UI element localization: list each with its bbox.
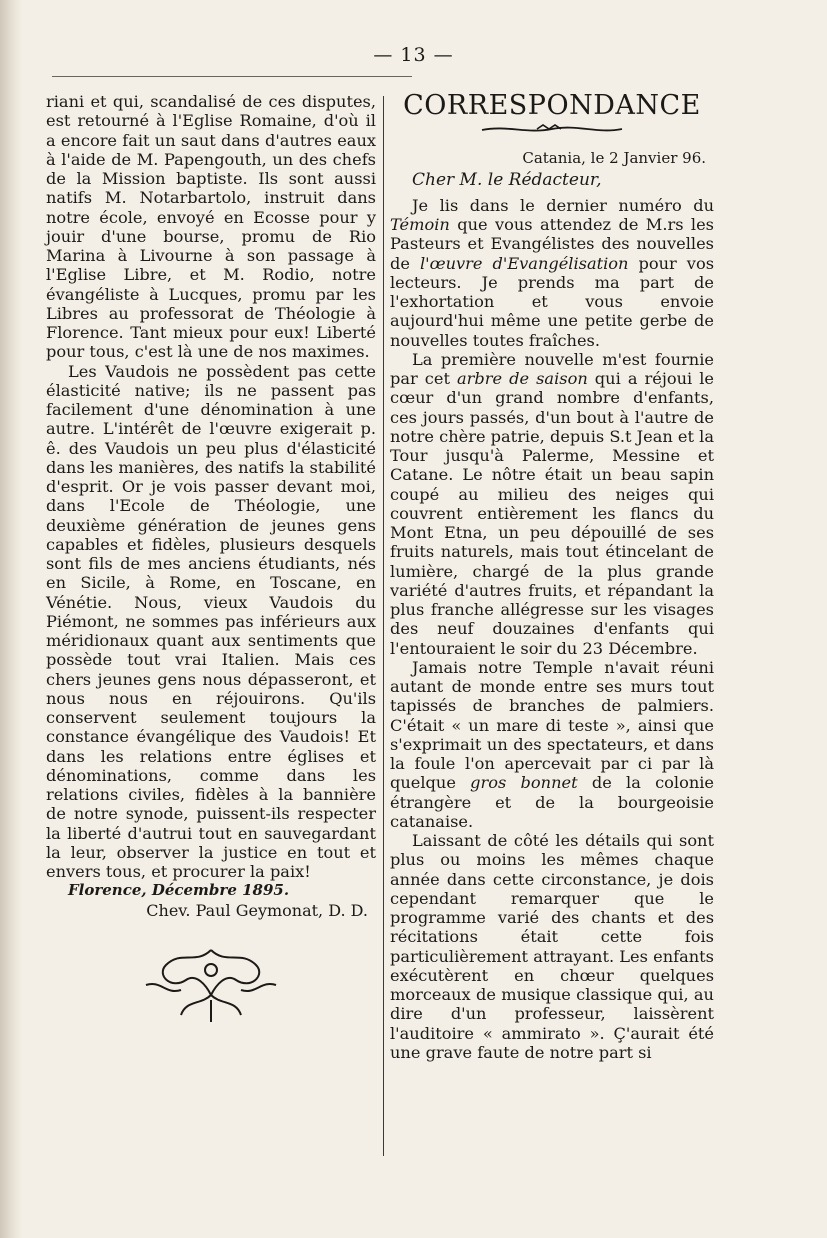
paragraph: Laissant de côté les détails qui sont plus ou moins les mêmes chaque année dans cette circonstance, je dois cependant remarquer que le programme varié des chants et des récitations était cette fois particulièrement attrayant. Les enfants exécutèrent en chœur quelques morceaux de musique classique qui, au dire d'un professeur, laissèrent l'auditoire « ammirato ». Ç'aurait été une grave faute de notre part si	[390, 831, 714, 1062]
paragraph: Jamais notre Temple n'avait réuni autant de monde entre ses murs tout tapissés de branches de palmiers. C'était « un mare di teste », ainsi que s'exprimait un des spectateurs, et dans la foule l'on apercevait par ci par là quelque gros bonnet de la colonie étrangère et de la bourgeoisie catanaise.	[390, 657, 714, 831]
decorative-ornament	[126, 940, 296, 1030]
letter-dateline: Catania, le 2 Janvier 96.	[522, 149, 706, 168]
title-flourish	[390, 121, 714, 139]
letter-salutation: Cher M. le Rédacteur,	[412, 169, 602, 190]
section-title: CORRESPONDANCE	[403, 90, 701, 121]
sign-place-date: Florence, Décembre 1895.	[68, 881, 290, 900]
paragraph: riani et qui, scandalisé de ces disputes, est retourné à l'Eglise Romaine, d'où il a encore fait un saut dans d'autres eaux à l'aide de M. Papengouth, un des chefs de la Mission baptiste. Ils sont aussi natifs M. Notarbartolo, instruit dans notre école, envoyé en Ecosse pour y jouir d'une bourse, promu de Rio Marina à Livourne à son passage à l'Eglise Libre, et M. Rodio, notre évangéliste à Lucques, promu par les Libres au professorat de Théologie à Florence. Tant mieux pour eux! Liberté pour tous, c'est là une de nos maximes.	[46, 92, 376, 362]
right-column	[390, 92, 714, 1062]
page-number: — 13 —	[373, 44, 454, 66]
page-edge-shadow	[0, 0, 22, 1238]
paragraph: Je lis dans le dernier numéro du Témoin que vous attendez de M.rs les Pasteurs et Evangélistes des nouvelles de l'œuvre d'Evangélisation pour vos lecteurs. Je prends ma part de l'exhortation et vous envoie aujourd'hui même une petite gerbe de nouvelles toutes fraîches.	[390, 195, 715, 350]
left-column	[46, 92, 376, 1034]
signature: Chev. Paul Geymonat, D. D.	[146, 900, 368, 920]
column-divider	[383, 96, 384, 1156]
paragraph: La première nouvelle m'est fournie par cet arbre de saison qui a réjoui le cœur d'un grand nombre d'enfants, ces jours passés, d'un bout à l'autre de notre chère patrie, depuis S.t Jean et la Tour jusqu'à Palerme, Messine et Catane. Le nôtre était un beau sapin coupé au milieu des neiges qui couvrent entièrement les flancs du Mont Etna, un peu dépouillé de ses fruits naturels, mais tout étincelant de lumière, chargé de la plus grande variété d'autres fruits, et répandant la plus franche allégresse sur les visages des neuf douzaines d'enfants qui l'entouraient le soir du 23 Décembre.	[390, 349, 715, 658]
header-rule	[52, 76, 412, 77]
paragraph: Les Vaudois ne possèdent pas cette élasticité native; ils ne passent pas facilement d'une dénomination à une autre. L'intérêt de l'œuvre exigerait p. ê. des Vaudois un peu plus d'élasticité dans les manières, des natifs la stabilité d'esprit. Or je vois passer devant moi, dans l'Ecole de Théologie, une deuxième génération de jeunes gens capables et fidèles, plusieurs desquels sont fils de mes anciens étudiants, nés en Sicile, à Rome, en Toscane, en Vénétie. Nous, vieux Vaudois du Piémont, ne sommes pas inférieurs aux méridionaux quant aux sentiments que possède tout vrai Italien. Mais ces chers jeunes gens nous dépasseront, et nous nous en réjouirons. Qu'ils conservent seulement toujours la constance évangélique des Vaudois! Et dans les relations entre églises et dénominations, comme dans les relations civiles, fidèles à la bannière de notre synode, puissent-ils respecter la liberté d'autrui tout en sauvegardant la leur, observer la justice en tout et envers tous, et procurer la paix!	[46, 361, 376, 881]
